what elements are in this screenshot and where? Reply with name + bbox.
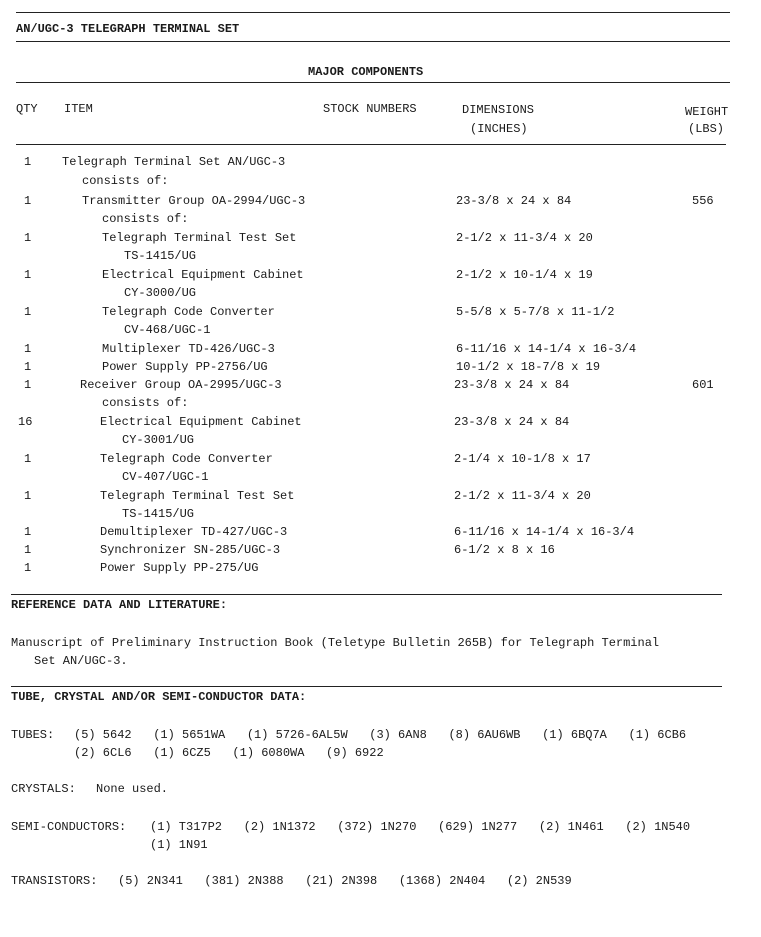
qty-cell: 1: [24, 489, 32, 503]
item-cell: Telegraph Terminal Set AN/UGC-3: [62, 155, 286, 169]
dimensions-cell: 6-11/16 x 14-1/4 x 16-3/4: [456, 342, 637, 356]
dimensions-cell: 23-3/8 x 24 x 84: [454, 415, 570, 429]
item-cell: Telegraph Terminal Test Set: [102, 231, 297, 245]
col-qty: QTY: [16, 102, 38, 116]
page-title: AN/UGC-3 TELEGRAPH TERMINAL SET: [16, 22, 240, 36]
table-row: [0, 543, 761, 561]
col-weight-unit: (LBS): [688, 122, 725, 136]
qty-cell: 1: [24, 378, 32, 392]
item-cell: CV-407/UGC-1: [122, 470, 209, 484]
table-row: [0, 155, 761, 173]
transistors-value: (5) 2N341 (381) 2N388 (21) 2N398 (1368) 2N404 (2) 2N539: [118, 874, 572, 888]
semi-conductors-line1: (1) T317P2 (2) 1N1372 (372) 1N270 (629) 1N277 (2) 1N461 (2) 1N540: [150, 820, 691, 834]
item-cell: TS-1415/UG: [122, 507, 195, 521]
item-cell: Power Supply PP-2756/UG: [102, 360, 268, 374]
qty-cell: 1: [24, 360, 32, 374]
dimensions-cell: 5-5/8 x 5-7/8 x 11-1/2: [456, 305, 615, 319]
item-cell: CY-3001/UG: [122, 433, 195, 447]
section-heading: MAJOR COMPONENTS: [308, 65, 424, 79]
qty-cell: 1: [24, 525, 32, 539]
col-stock: STOCK NUMBERS: [323, 102, 417, 116]
dimensions-cell: 6-1/2 x 8 x 16: [454, 543, 555, 557]
item-cell: Demultiplexer TD-427/UGC-3: [100, 525, 288, 539]
table-row: [0, 433, 761, 451]
table-row: [0, 305, 761, 323]
table-row: [0, 489, 761, 507]
dimensions-cell: 2-1/4 x 10-1/8 x 17: [454, 452, 591, 466]
item-cell: Electrical Equipment Cabinet: [102, 268, 304, 282]
table-row: [0, 194, 761, 212]
table-row: [0, 378, 761, 396]
table-row: [0, 268, 761, 286]
semi-conductors-label: SEMI-CONDUCTORS:: [11, 820, 127, 834]
weight-cell: 601: [692, 378, 714, 392]
qty-cell: 1: [24, 194, 32, 208]
item-cell: Power Supply PP-275/UG: [100, 561, 259, 575]
table-row: [0, 470, 761, 488]
table-row: [0, 415, 761, 433]
reference-text-line1: Manuscript of Preliminary Instruction Book (Teletype Bulletin 265B) for Telegraph Terminal: [11, 636, 660, 650]
semi-conductors-line2: (1) 1N91: [150, 838, 208, 852]
item-cell: Electrical Equipment Cabinet: [100, 415, 302, 429]
item-cell: Telegraph Terminal Test Set: [100, 489, 295, 503]
table-row: [0, 249, 761, 267]
transistors-label: TRANSISTORS:: [11, 874, 98, 888]
item-cell: Multiplexer TD-426/UGC-3: [102, 342, 275, 356]
table-row: [0, 174, 761, 192]
reference-heading: REFERENCE DATA AND LITERATURE:: [11, 598, 228, 612]
table-row: [0, 396, 761, 414]
tubes-line1: (5) 5642 (1) 5651WA (1) 5726-6AL5W (3) 6AN8 (8) 6AU6WB (1) 6BQ7A (1) 6CB6: [74, 728, 687, 742]
item-cell: Synchronizer SN-285/UGC-3: [100, 543, 281, 557]
col-weight: WEIGHT: [685, 105, 729, 119]
item-cell: consists of:: [102, 396, 189, 410]
tubes-label: TUBES:: [11, 728, 55, 742]
dimensions-cell: 2-1/2 x 10-1/4 x 19: [456, 268, 593, 282]
table-row: [0, 231, 761, 249]
table-row: [0, 360, 761, 378]
qty-cell: 1: [24, 452, 32, 466]
item-cell: Transmitter Group OA-2994/UGC-3: [82, 194, 306, 208]
top-rule: [16, 12, 730, 13]
dimensions-cell: 23-3/8 x 24 x 84: [456, 194, 572, 208]
col-dimensions-unit: (INCHES): [470, 122, 528, 136]
item-cell: Telegraph Code Converter: [102, 305, 275, 319]
table-row: [0, 525, 761, 543]
item-cell: consists of:: [82, 174, 169, 188]
qty-cell: 1: [24, 231, 32, 245]
table-row: [0, 452, 761, 470]
title-rule: [16, 41, 730, 42]
table-row: [0, 507, 761, 525]
item-cell: consists of:: [102, 212, 189, 226]
item-cell: CV-468/UGC-1: [124, 323, 211, 337]
qty-cell: 1: [24, 305, 32, 319]
item-cell: Receiver Group OA-2995/UGC-3: [80, 378, 282, 392]
dimensions-cell: 10-1/2 x 18-7/8 x 19: [456, 360, 601, 374]
dimensions-cell: 23-3/8 x 24 x 84: [454, 378, 570, 392]
table-row: [0, 286, 761, 304]
item-cell: TS-1415/UG: [124, 249, 197, 263]
reference-rule: [11, 594, 722, 595]
crystals-value: None used.: [96, 782, 169, 796]
item-cell: CY-3000/UG: [124, 286, 197, 300]
qty-cell: 1: [24, 268, 32, 282]
col-item: ITEM: [64, 102, 93, 116]
qty-cell: 1: [24, 342, 32, 356]
weight-cell: 556: [692, 194, 714, 208]
section-rule: [16, 82, 730, 83]
tube-section-heading: TUBE, CRYSTAL AND/OR SEMI-CONDUCTOR DATA:: [11, 690, 307, 704]
table-row: [0, 212, 761, 230]
qty-cell: 1: [24, 561, 32, 575]
tube-section-rule: [11, 686, 722, 687]
qty-cell: 1: [24, 155, 32, 169]
dimensions-cell: 6-11/16 x 14-1/4 x 16-3/4: [454, 525, 635, 539]
header-rule: [16, 144, 726, 145]
tubes-line2: (2) 6CL6 (1) 6CZ5 (1) 6080WA (9) 6922: [74, 746, 384, 760]
dimensions-cell: 2-1/2 x 11-3/4 x 20: [456, 231, 593, 245]
reference-text-line2: Set AN/UGC-3.: [34, 654, 128, 668]
qty-cell: 16: [18, 415, 33, 429]
table-row: [0, 561, 761, 579]
item-cell: Telegraph Code Converter: [100, 452, 273, 466]
crystals-label: CRYSTALS:: [11, 782, 76, 796]
table-row: [0, 342, 761, 360]
table-row: [0, 323, 761, 341]
col-dimensions: DIMENSIONS: [462, 103, 535, 117]
dimensions-cell: 2-1/2 x 11-3/4 x 20: [454, 489, 591, 503]
qty-cell: 1: [24, 543, 32, 557]
